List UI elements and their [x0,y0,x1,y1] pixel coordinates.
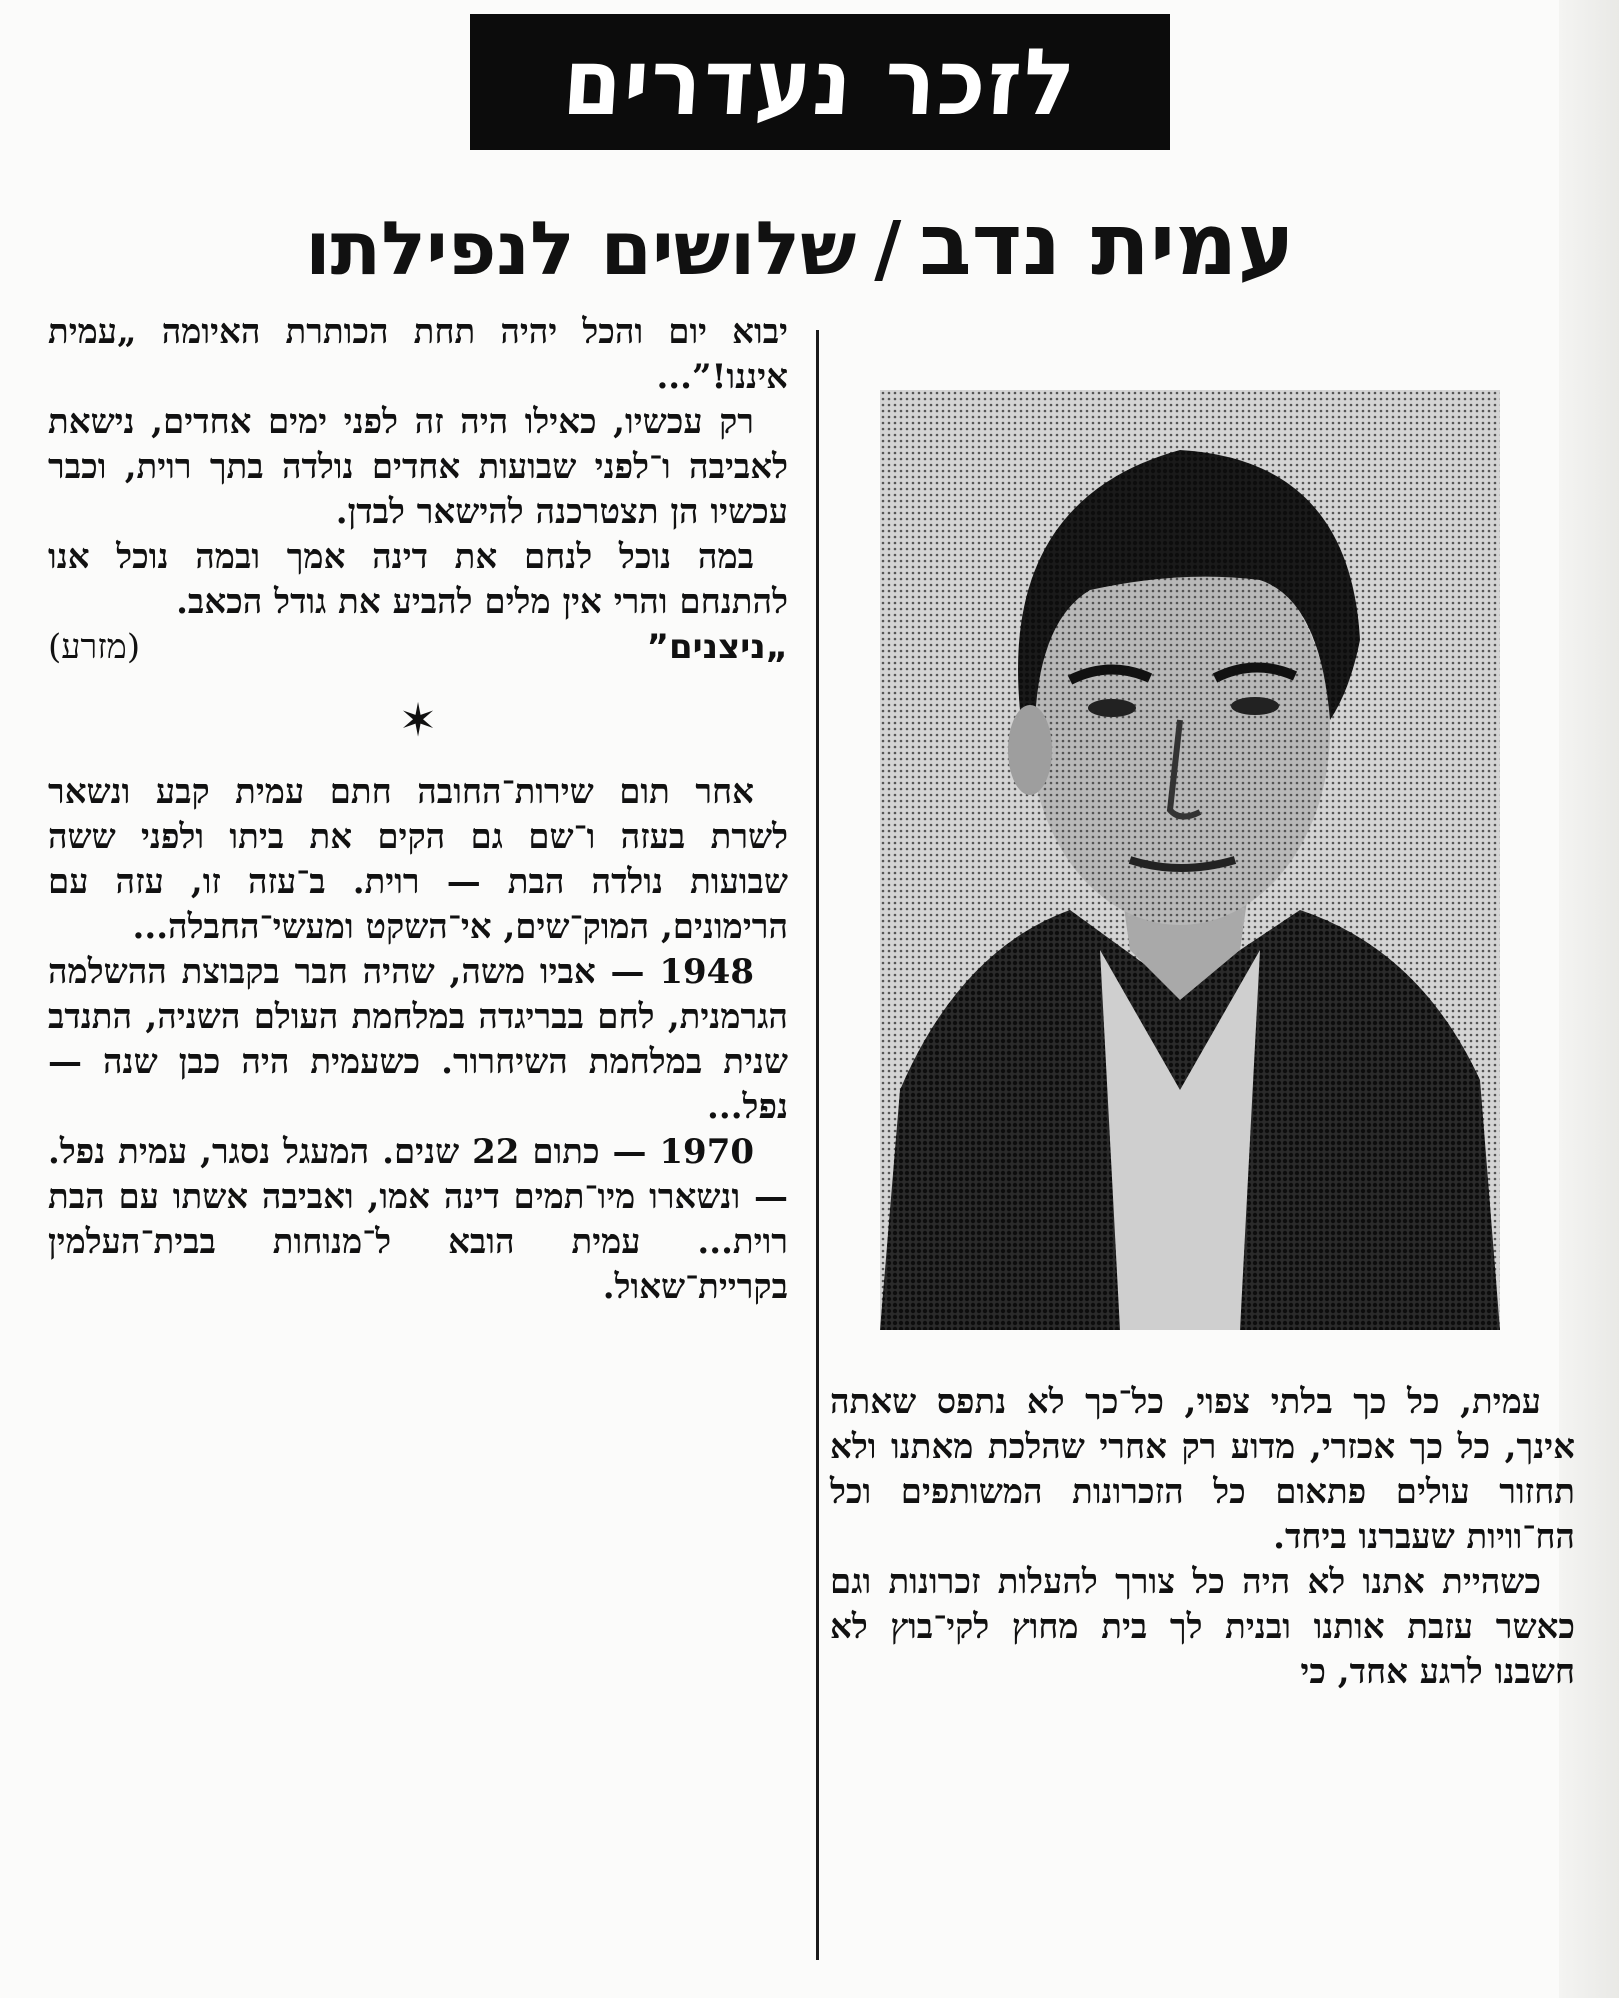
left-paragraph-2: רק עכשיו, כאילו היה זה לפני ימים אחדים, נישאת לאביבה ו־לפני שבועות אחדים נולדה בתך רוית, וכבר עכשיו הן תצטרכנה להישאר לבדן. [48,402,788,532]
headline-name: עמית נדב [919,195,1295,295]
right-column [830,1380,1575,1695]
column-divider [816,330,819,1960]
headline-subtitle: שלושים לנפילתו [305,206,857,292]
masthead-title: לזכר נעדרים [560,28,1080,136]
left-paragraph-5: 1948 — אביו משה, שהיה חבר בקבוצת ההשלמה הגרמנית, לחם בבריגדה במלחמת העולם השניה, התנדב שנית במלחמת השיחרור. כשעמית היה כבן שנה — נפל... [48,952,788,1127]
star-icon: ✶ [398,692,438,747]
article-headline [200,190,1400,300]
left-paragraph-3: במה נוכל לנחם את דינה אמך ובמה נוכל אנו להתנחם והרי אין מלים להביע את גודל הכאב. [48,537,788,622]
left-paragraph-1: יבוא יום והכל יהיה תחת הכותרת האיומה „עמית איננו!”... [48,312,788,397]
right-paragraph-2: כשהיית אתנו לא היה כל צורך להעלות זכרונות וגם כאשר עזבת אותנו ובנית לך בית מחוץ לקי־בוץ לא חשבנו לרגע אחד, כי [830,1562,1575,1692]
left-paragraph-6: 1970 — כתום 22 שנים. המעגל נסגר, עמית נפל. — ונשארו מיו־תמים דינה אמו, ואביבה אשתו עם הבת רוית... עמית הובא ל־מנוחות בבית־העלמין בקריית־שאול. [48,1132,788,1307]
section-separator [48,670,788,770]
headline-separator: / [874,206,902,292]
signature-source: (מזרע) [48,627,141,667]
left-column [48,310,788,1310]
portrait-photo [880,390,1500,1330]
portrait-illustration [880,390,1500,1330]
right-paragraph-1: עמית, כל כך בלתי צפוי, כל־כך לא נתפס שאתה אינך, כל כך אכזרי, מדוע רק אחרי שהלכת מאתנו ולא תחזור עולים פתאום כל הזכרונות המשותפים וכל הח־וויות שעברנו ביחד. [830,1382,1575,1557]
page-edge-shadow [1559,0,1619,1998]
signature-name: „ניצנים” [646,627,788,667]
signature-line [48,625,788,670]
masthead-banner [470,14,1170,150]
left-paragraph-4: אחר תום שירות־החובה חתם עמית קבע ונשאר לשרת בעזה ו־שם גם הקים את ביתו ולפני ששה שבועות נולדה הבת — רוית. ב־עזה זו, עזה עם הרימונים, המוק־שים, אי־השקט ומעשי־החבלה... [48,772,788,947]
